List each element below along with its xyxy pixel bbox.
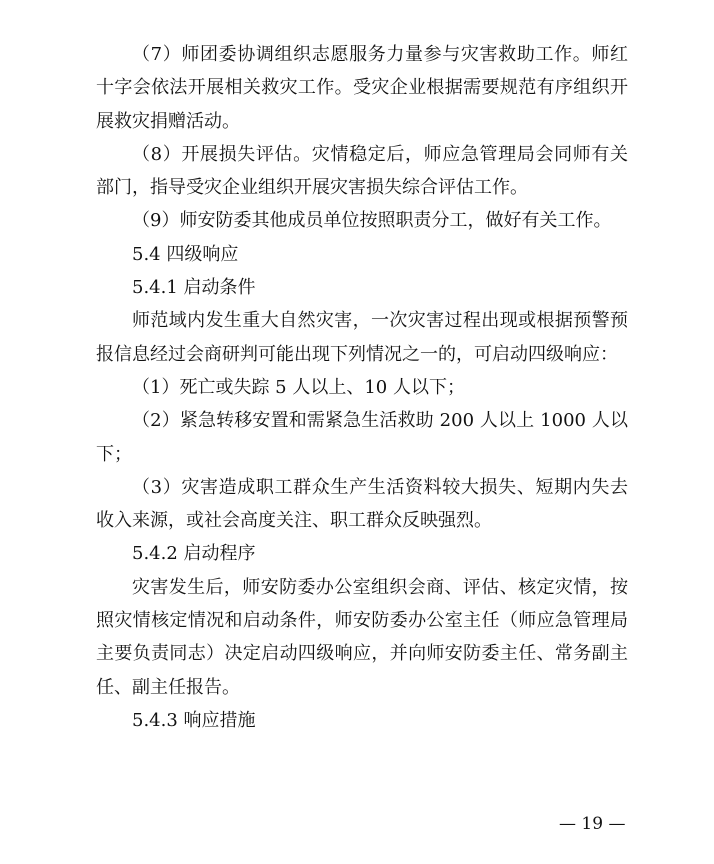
document-body [96,38,628,737]
condition-item-3: （3）灾害造成职工群众生产生活资料较大损失、短期内失去收入来源，或社会高度关注、职工群众反映强烈。 [96,476,628,532]
paragraph-item-7: （7）师团委协调组织志愿服务力量参与灾害救助工作。师红十字会依法开展相关救灾工作。受灾企业根据需要规范有序组织开展救灾捐赠活动。 [96,44,628,132]
paragraph-start-condition: 师范域内发生重大自然灾害，一次灾害过程出现或根据预警预报信息经过会商研判可能出现下列情况之一的，可启动四级响应： [96,310,628,365]
section-heading-5-4-3: 5.4.3 响应措施 [132,709,256,731]
condition-item-1: （1）死亡或失踪 5 人以上、10 人以下； [132,376,465,398]
condition-item-2: （2）紧急转移安置和需紧急生活救助 200 人以上 1000 人以下； [96,410,628,465]
page-number: — 19 — [559,814,626,834]
paragraph-item-9: （9）师安防委其他成员单位按照职责分工，做好有关工作。 [132,210,612,232]
section-heading-5-4-1: 5.4.1 启动条件 [132,277,256,299]
paragraph-item-8: （8）开展损失评估。灾情稳定后，师应急管理局会同师有关部门，指导受灾企业组织开展灾害损失综合评估工作。 [96,143,628,199]
section-heading-5-4-2: 5.4.2 启动程序 [132,543,256,565]
section-heading-5-4: 5.4 四级响应 [132,243,239,265]
paragraph-start-procedure: 灾害发生后，师安防委办公室组织会商、评估、核定灾情，按照灾情核定情况和启动条件，师安防委办公室主任（师应急管理局主要负责同志）决定启动四级响应，并向师安防委主任、常务副主任、副主任报告。 [96,576,628,698]
